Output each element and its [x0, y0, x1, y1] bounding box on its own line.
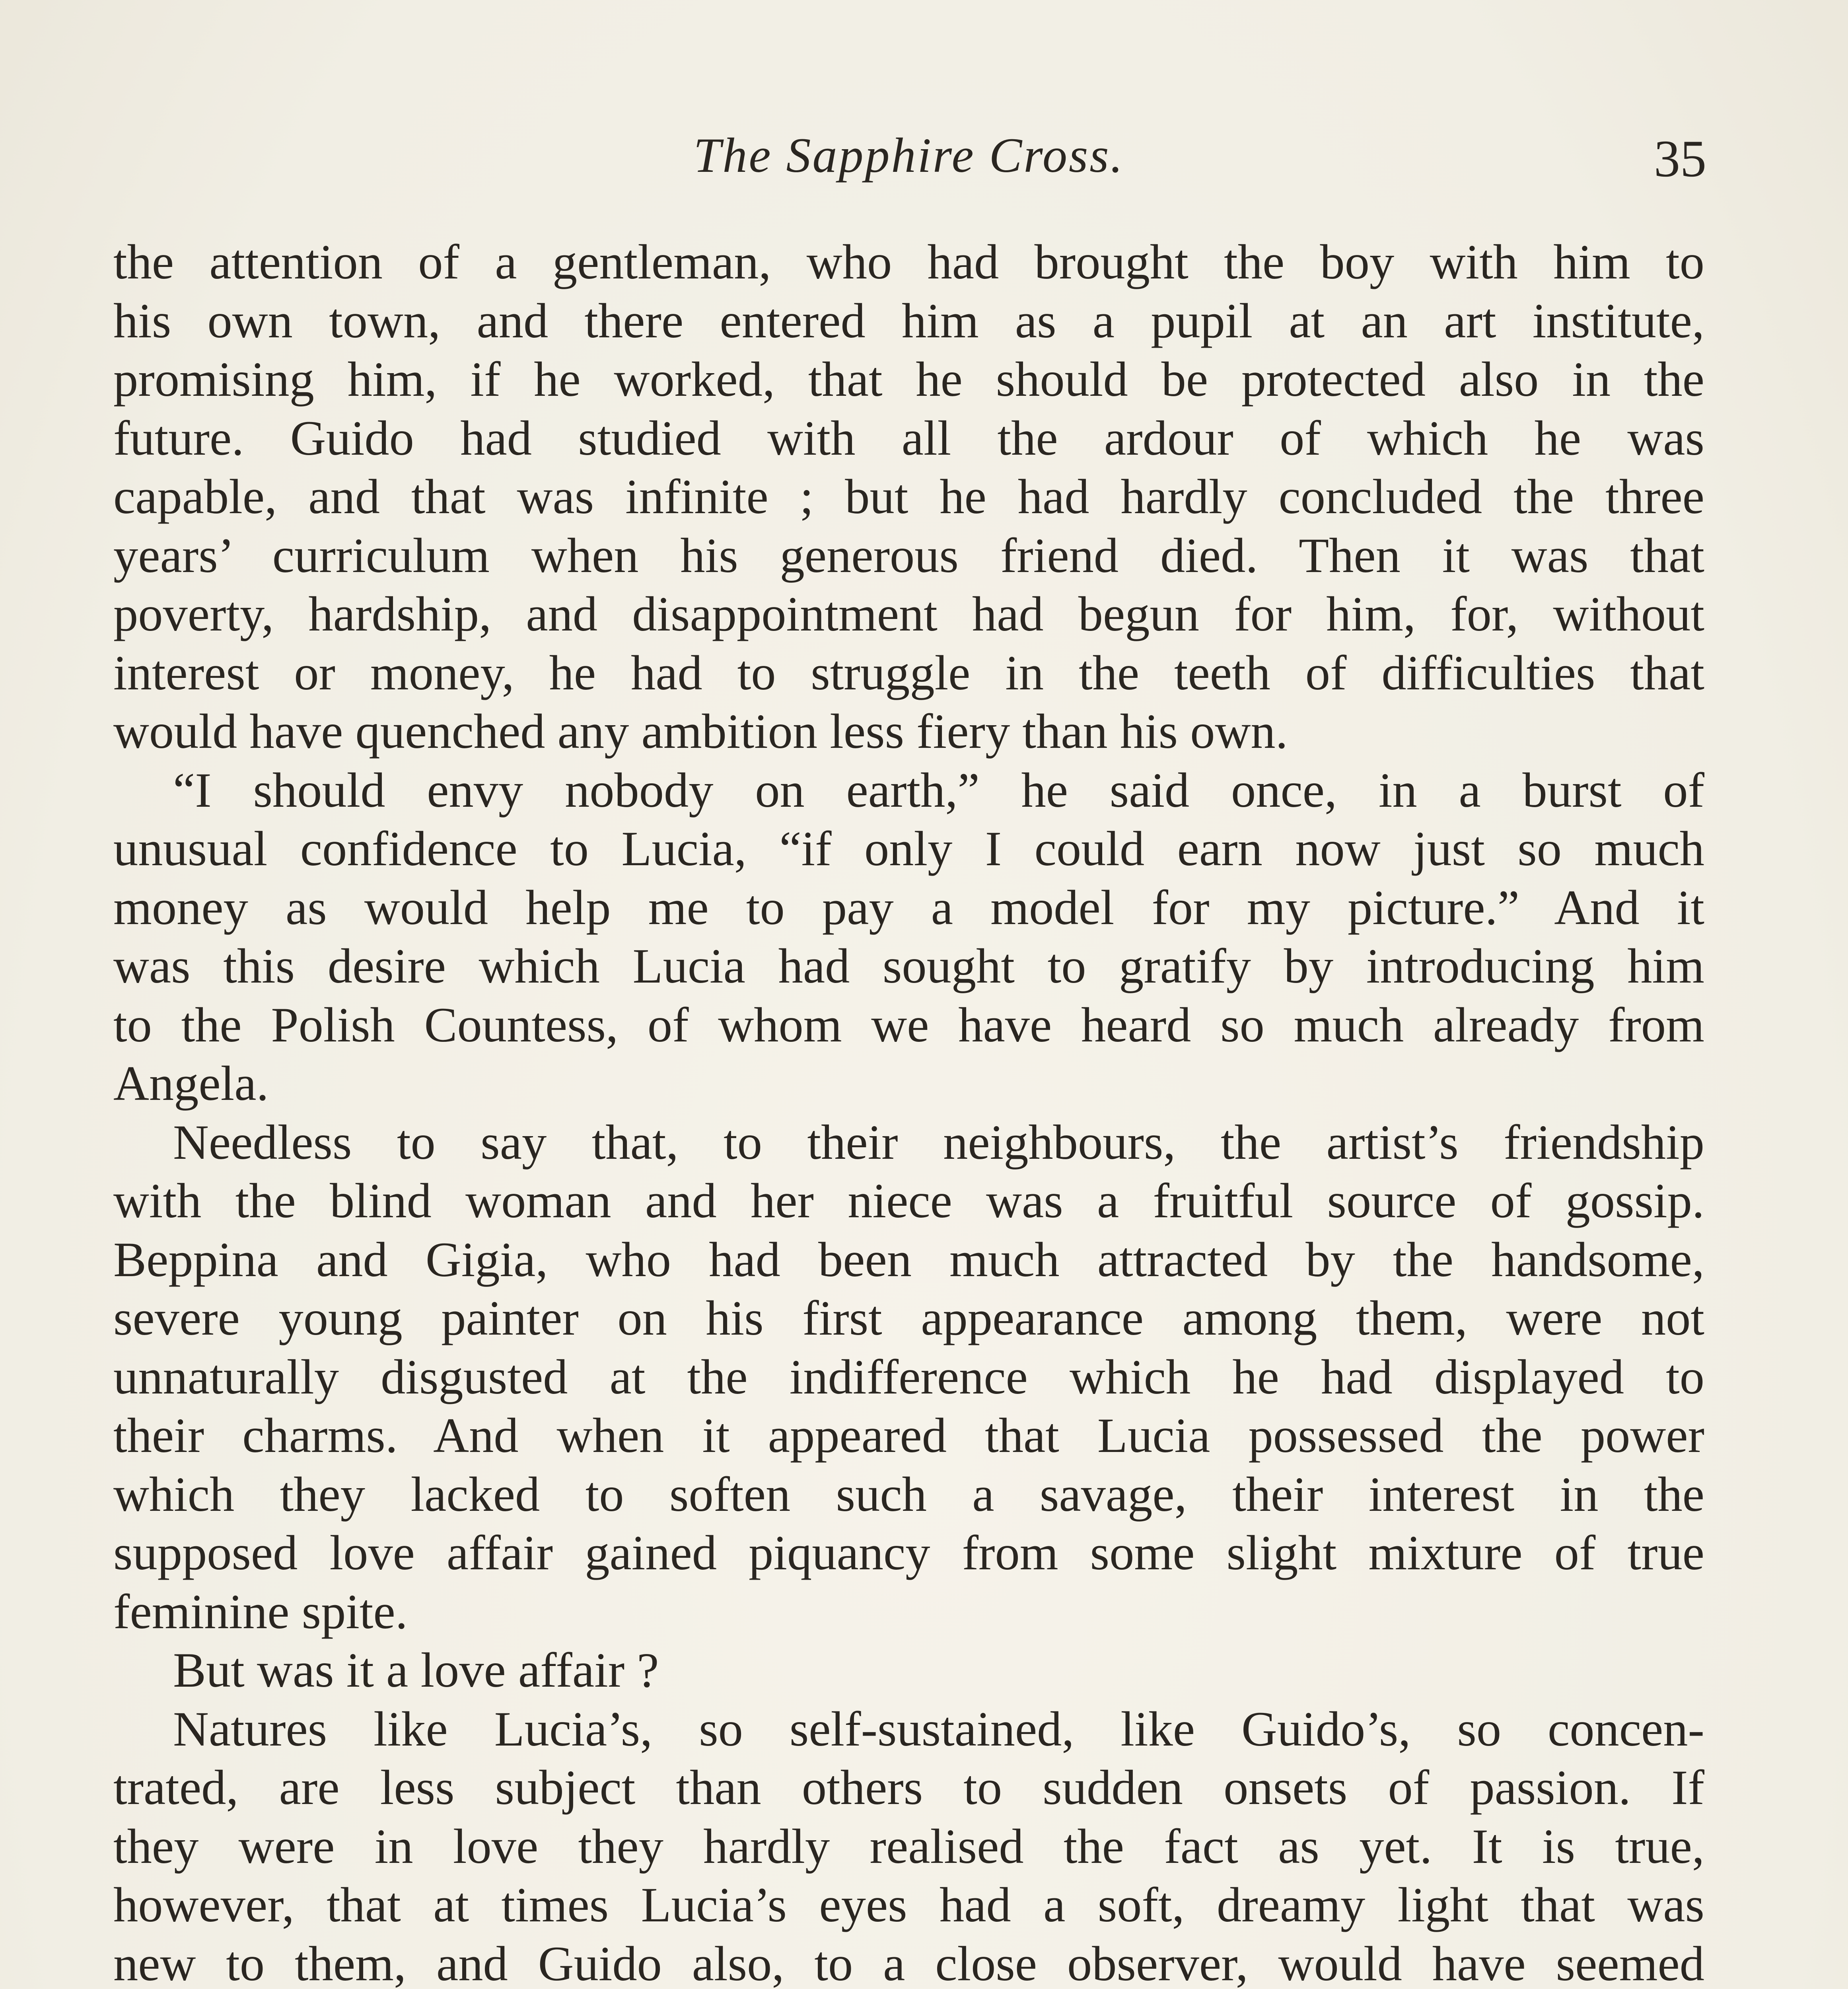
text-line: was this desire which Lucia had sought to gratify by introducing him — [113, 938, 1704, 993]
text-line: money as would help me to pay a model for my picture.” And it — [113, 880, 1704, 935]
running-title: The Sapphire Cross. — [693, 128, 1124, 183]
text-line: they were in love they hardly realised the fact as yet. It is true, — [113, 1818, 1704, 1874]
text-line: Needless to say that, to their neighbours, the artist’s friendship — [173, 1114, 1704, 1170]
text-line: his own town, and there entered him as a pupil at an art institute, — [113, 293, 1704, 348]
text-line: years’ curriculum when his generous friend died. Then it was that — [113, 527, 1704, 583]
text-line: which they lacked to soften such a savage, their interest in the — [113, 1466, 1704, 1522]
text-line: “I should envy nobody on earth,” he said once, in a burst of — [173, 762, 1704, 817]
text-line: unusual confidence to Lucia, “if only I could earn now just so much — [113, 821, 1704, 876]
text-line: Beppina and Gigia, who had been much attracted by the handsome, — [113, 1232, 1704, 1287]
page-header — [113, 119, 1704, 199]
text-line: trated, are less subject than others to sudden onsets of passion. If — [113, 1760, 1704, 1815]
text-line: supposed love affair gained piquancy from some slight mixture of true — [113, 1525, 1704, 1580]
text-line: however, that at times Lucia’s eyes had a soft, dreamy light that was — [113, 1877, 1704, 1932]
text-line: future. Guido had studied with all the ardour of which he was — [113, 410, 1704, 465]
text-line: to the Polish Countess, of whom we have heard so much already from — [113, 997, 1704, 1052]
text-line: the attention of a gentleman, who had brought the boy with him to — [113, 234, 1704, 289]
text-line: unnaturally disgusted at the indifference which he had displayed to — [113, 1349, 1704, 1404]
text-line: But was it a love affair ? — [173, 1643, 659, 1697]
text-line: Natures like Lucia’s, so self-sustained, like Guido’s, so concen- — [173, 1701, 1704, 1756]
text-line: with the blind woman and her niece was a fruitful source of gossip. — [113, 1173, 1704, 1228]
text-line: interest or money, he had to struggle in the teeth of difficulties that — [113, 645, 1704, 700]
text-line: poverty, hardship, and disappointment had begun for him, for, without — [113, 586, 1704, 641]
text-line: Angela. — [113, 1056, 269, 1111]
text-line: promising him, if he worked, that he should be protected also in the — [113, 352, 1704, 407]
text-line: severe young painter on his first appearance among them, were not — [113, 1290, 1704, 1345]
text-line: feminine spite. — [113, 1584, 408, 1639]
text-line: capable, and that was infinite ; but he had hardly concluded the three — [113, 469, 1704, 524]
page-number: 35 — [1654, 129, 1706, 188]
text-line: new to them, and Guido also, to a close observer, would have seemed — [113, 1936, 1704, 1989]
text-line: would have quenched any ambition less fiery than his own. — [113, 704, 1288, 759]
body-text — [113, 233, 1704, 1989]
text-line: their charms. And when it appeared that Lucia possessed the power — [113, 1408, 1704, 1463]
